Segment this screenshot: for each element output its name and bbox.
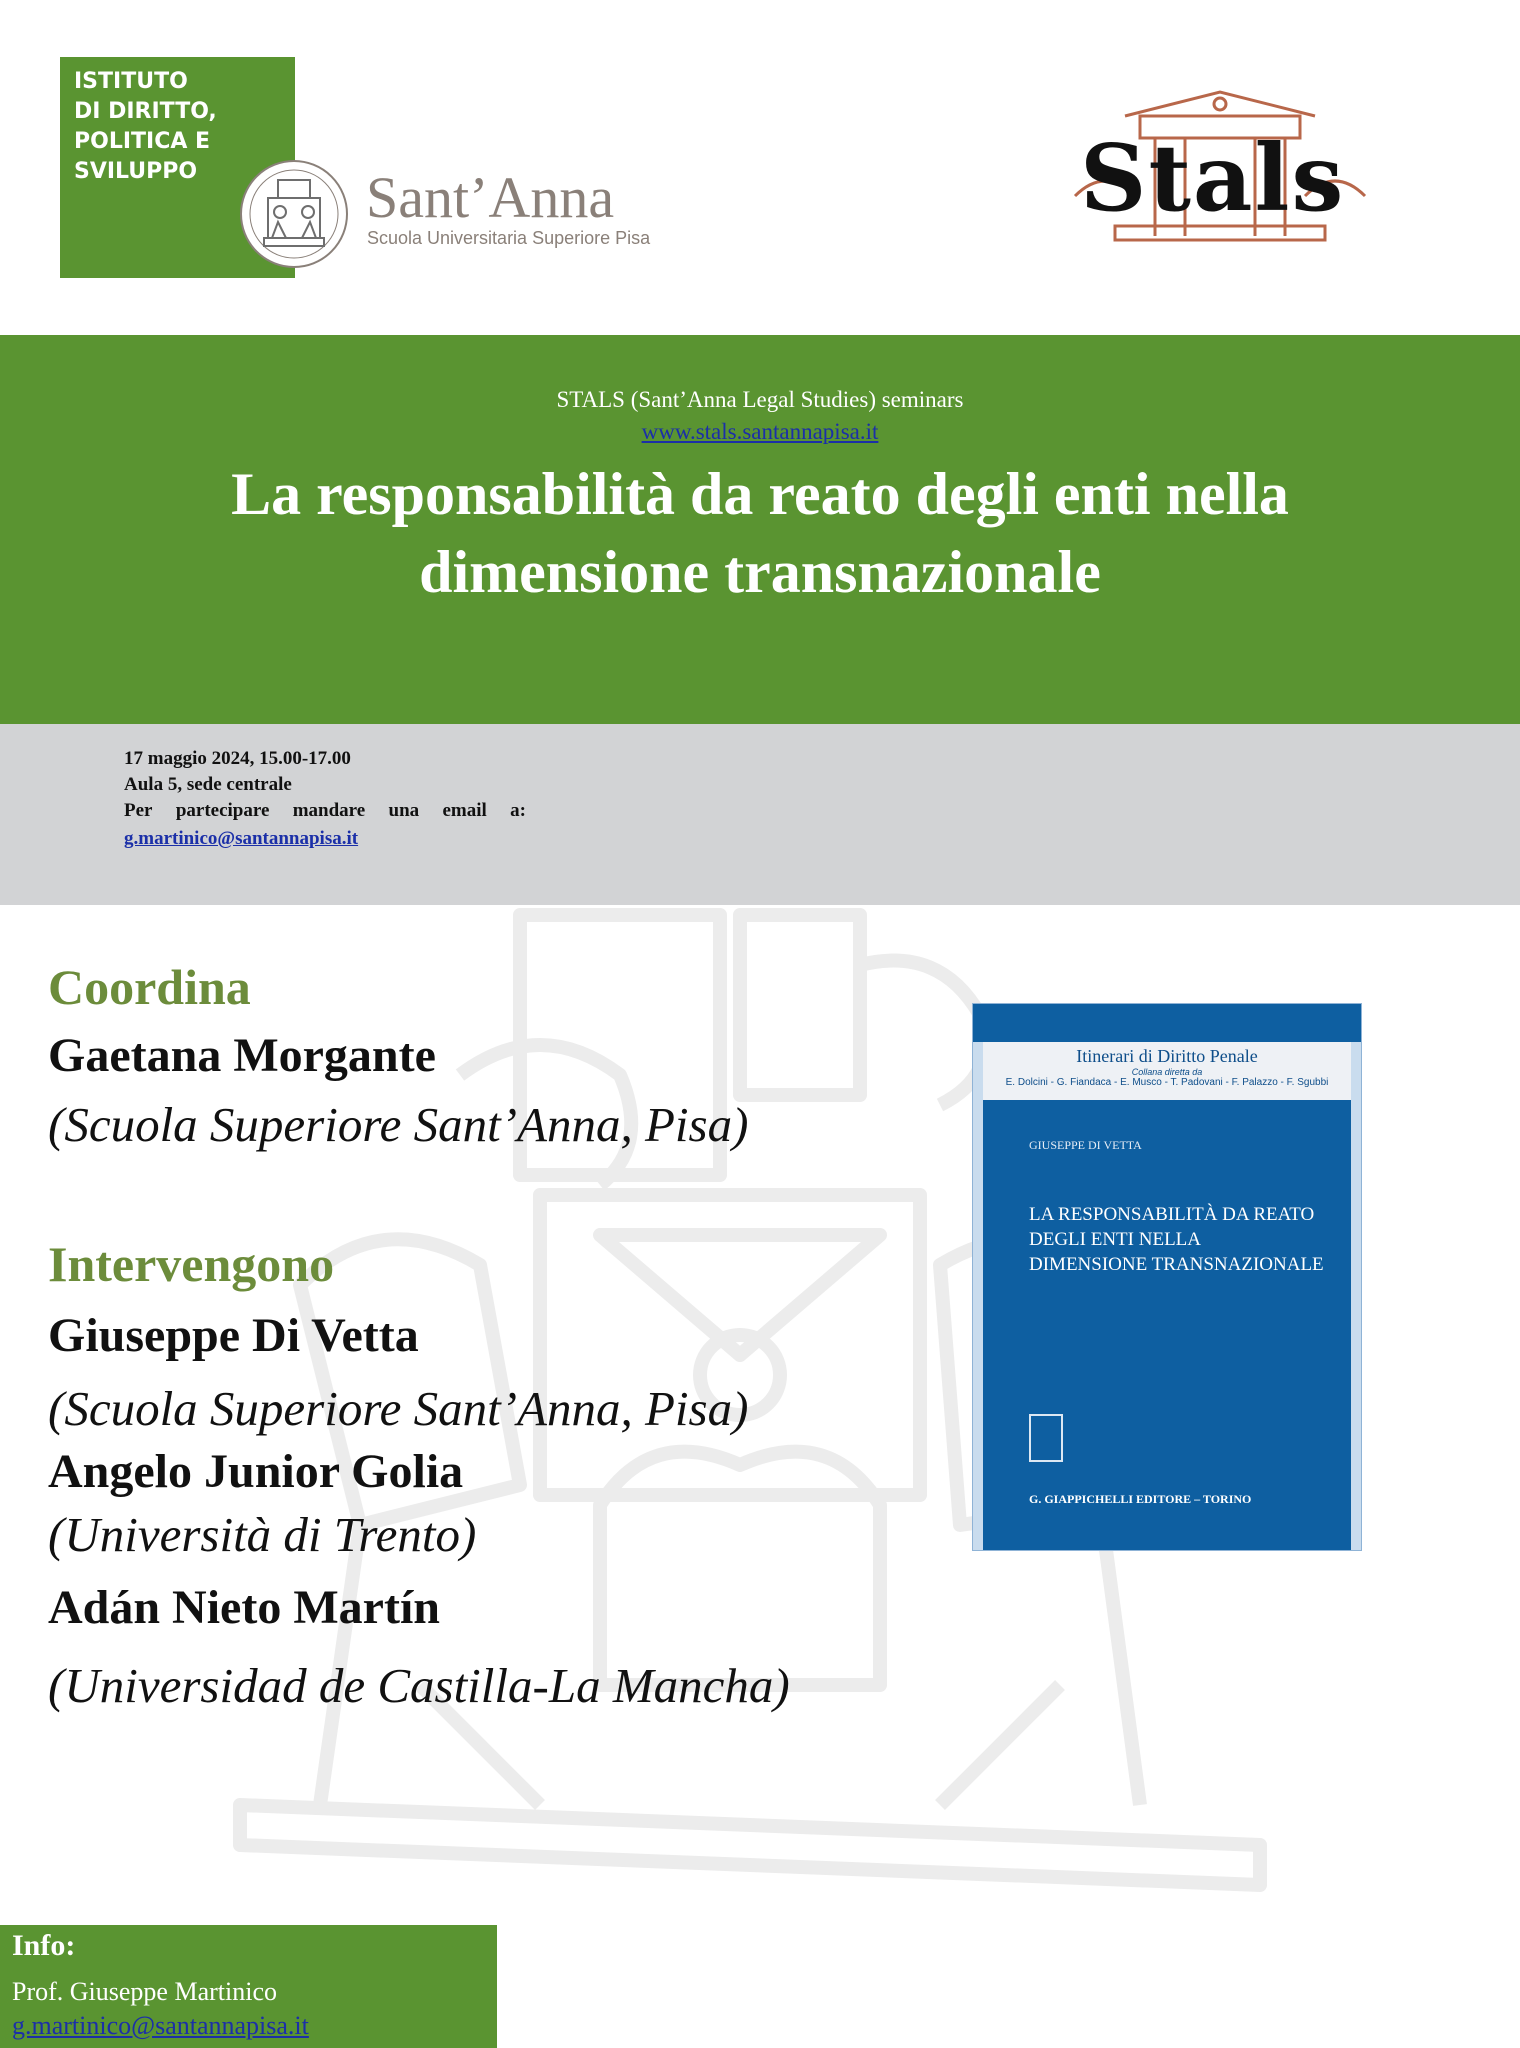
speaker-name: Angelo Junior Golia: [48, 1445, 464, 1498]
book-side-stripe: [1351, 1100, 1361, 1550]
participate-word: mandare: [292, 800, 366, 821]
participate-word: Per: [124, 800, 153, 821]
speaker-affiliation: (Scuola Superiore Sant’Anna, Pisa): [48, 1381, 749, 1436]
institute-line: DI DIRITTO,: [74, 99, 217, 124]
info-footer: [0, 1925, 497, 2048]
website-row: [0, 419, 1520, 445]
book-cover: [972, 1003, 1362, 1551]
event-title-line: La responsabilità da reato degli enti nella: [231, 461, 1289, 527]
coordinator-name: Gaetana Morgante: [48, 1029, 436, 1082]
book-title-line: LA RESPONSABILITÀ DA REATO: [1029, 1204, 1315, 1225]
stals-logo-word: Stals: [1080, 124, 1346, 232]
participate-word: a:: [510, 800, 526, 821]
book-author: GIUSEPPE DI VETTA: [1029, 1138, 1142, 1152]
book-publisher: G. GIAPPICHELLI EDITORE – TORINO: [1029, 1492, 1252, 1506]
institute-line: POLITICA E: [74, 129, 211, 154]
participate-instructions: [124, 800, 526, 822]
event-title-line: dimensione transnazionale: [419, 539, 1101, 605]
book-series-banner: [973, 1042, 1361, 1100]
university-name: Sant’Anna: [366, 165, 615, 230]
institute-line: ISTITUTO: [74, 69, 188, 94]
book-title-line: DEGLI ENTI NELLA: [1029, 1229, 1202, 1250]
santanna-seal-icon: [238, 158, 350, 270]
coordinator-heading: Coordina: [48, 959, 251, 1015]
book-editors: E. Dolcini - G. Fiandaca - E. Musco - T. Padovani - F. Palazzo - F. Sgubbi: [1005, 1077, 1329, 1088]
website-link[interactable]: www.stals.santannapisa.it: [641, 419, 879, 444]
speaker-name: Adán Nieto Martín: [48, 1581, 440, 1634]
publisher-emblem-icon: [1029, 1414, 1063, 1462]
participate-word: una: [388, 800, 420, 821]
event-email-link[interactable]: g.martinico@santannapisa.it: [124, 828, 359, 849]
event-info-band: [0, 724, 1520, 905]
book-title-line: DIMENSIONE TRANSNAZIONALE: [1029, 1254, 1324, 1275]
institute-line: SVILUPPO: [74, 159, 198, 184]
book-collana: Collana diretta da: [1131, 1067, 1203, 1077]
footer-title: Info:: [12, 1929, 76, 1962]
speaker-affiliation: (Universidad de Castilla-La Mancha): [48, 1658, 790, 1713]
event-title: [150, 455, 1370, 611]
event-location: Aula 5, sede centrale: [124, 774, 292, 795]
university-subtitle: Scuola Universitaria Superiore Pisa: [367, 228, 651, 248]
event-date-time: 17 maggio 2024, 15.00-17.00: [124, 748, 351, 769]
seminar-series: STALS (Sant’Anna Legal Studies) seminars: [556, 387, 964, 412]
speakers-heading: Intervengono: [48, 1236, 335, 1292]
participate-word: email: [442, 800, 487, 821]
participate-word: partecipare: [175, 800, 270, 821]
contact-email-link[interactable]: g.martinico@santannapisa.it: [12, 2011, 309, 2040]
coordinator-affiliation: (Scuola Superiore Sant’Anna, Pisa): [48, 1097, 749, 1152]
speaker-name: Giuseppe Di Vetta: [48, 1309, 419, 1362]
book-side-stripe: [973, 1100, 983, 1550]
book-title: [1029, 1202, 1329, 1277]
speaker-affiliation: (Università di Trento): [48, 1507, 477, 1562]
title-band: [0, 335, 1520, 724]
book-series: Itinerari di Diritto Penale: [1076, 1046, 1258, 1066]
contact-name: Prof. Giuseppe Martinico: [12, 1977, 278, 2006]
